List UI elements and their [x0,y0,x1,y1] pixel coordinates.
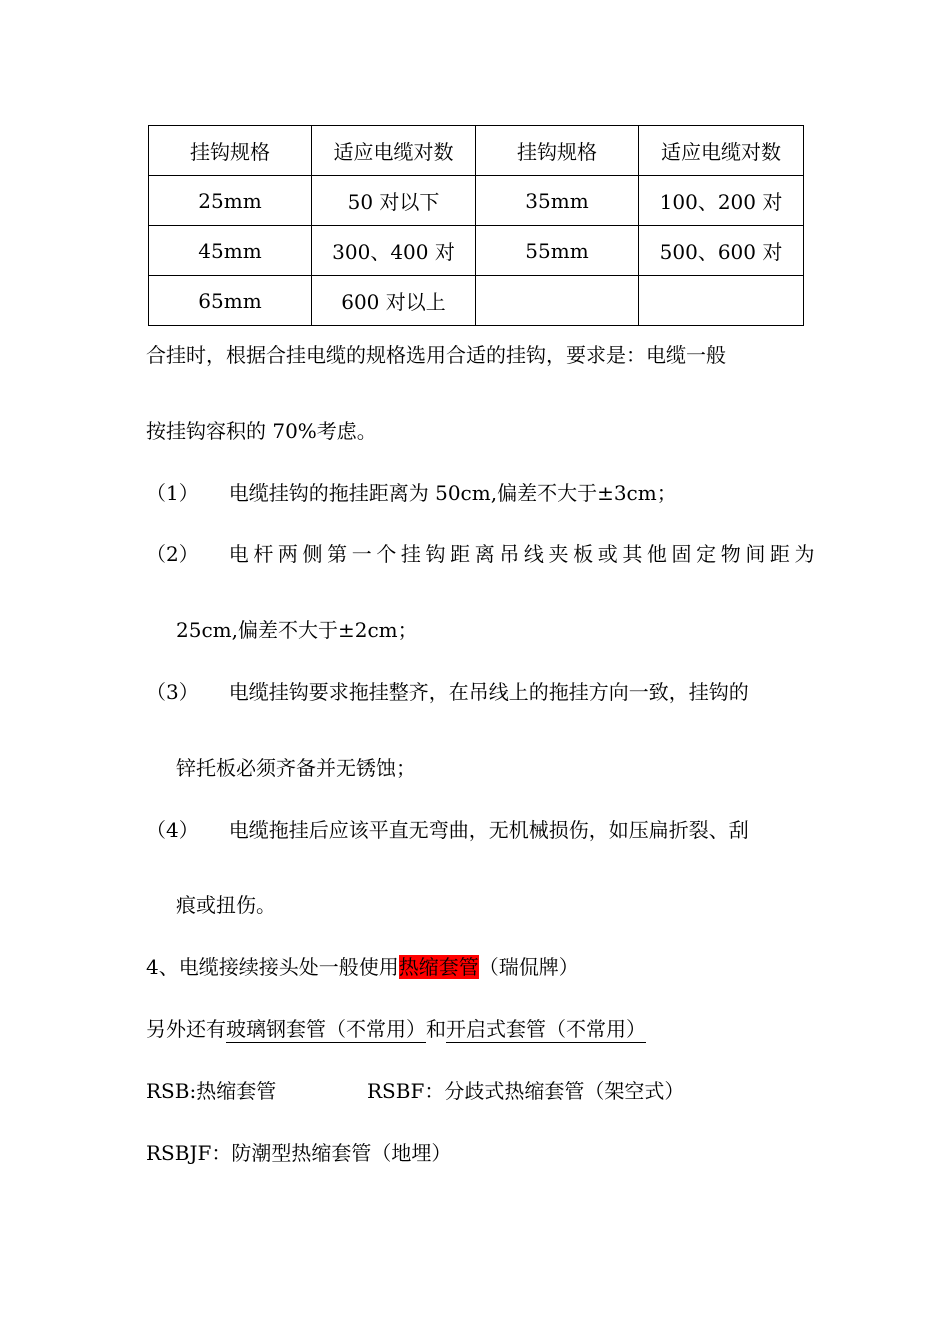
list-item-2 [146,540,820,568]
list-continuation: 25cm,偏差不大于±2cm； [176,618,418,642]
table-cell: 35mm [476,176,639,226]
section-4-heading [146,953,579,981]
table-row [149,176,804,226]
underlined-term: 玻璃钢套管（不常用） [226,1017,426,1041]
list-item-4 [146,816,804,844]
rsbf-definition: RSBF：分歧式热缩套管（架空式） [367,1079,685,1103]
table-cell: 65mm [149,276,312,326]
list-item-3 [146,678,804,706]
list-number: （2） [146,542,199,566]
list-item-1 [146,479,677,507]
section-4-prefix: 4、电缆接续接头处一般使用 [146,955,399,979]
table-header-row [149,126,804,176]
table-cell: 500、600 对 [639,226,804,276]
table-cell: 600 对以上 [312,276,476,326]
paragraph-line: 合挂时，根据合挂电缆的规格选用合适的挂钩，要求是：电缆一般 [146,343,726,367]
table-cell: 300、400 对 [312,226,476,276]
table-cell: 25mm [149,176,312,226]
table-row [149,276,804,326]
list-text: 电缆挂钩的拖挂距离为 50cm,偏差不大于±3cm； [228,481,677,505]
list-text: 电缆拖挂后应该平直无弯曲，无机械损伤，如压扁折裂、刮 [228,818,749,842]
underlined-term: 开启式套管（不常用） [446,1017,646,1041]
other-mid: 和 [426,1017,446,1041]
table-header-cell: 挂钩规格 [476,126,639,176]
list-number: （4） [146,818,199,842]
other-prefix: 另外还有 [146,1017,226,1041]
table-header-cell: 适应电缆对数 [639,126,804,176]
table-row [149,226,804,276]
table-cell [639,276,804,326]
table-cell: 45mm [149,226,312,276]
paragraph-line: 按挂钩容积的 70%考虑。 [146,419,377,443]
section-4-suffix: （瑞侃牌） [478,955,579,979]
list-text: 电缆挂钩要求拖挂整齐，在吊线上的拖挂方向一致，挂钩的 [228,680,749,704]
table-cell: 55mm [476,226,639,276]
table-cell [476,276,639,326]
table-header-cell: 适应电缆对数 [312,126,476,176]
rsb-definition: RSB:热缩套管 [146,1079,277,1103]
list-continuation: 痕或扭伤。 [176,893,276,917]
other-sleeves-line [146,1015,646,1043]
table-cell: 50 对以下 [312,176,476,226]
table-cell: 100、200 对 [639,176,804,226]
list-number: （1） [146,481,199,505]
rsbjf-definition: RSBJF：防潮型热缩套管（地埋） [146,1141,452,1165]
table-header-cell: 挂钩规格 [149,126,312,176]
list-number: （3） [146,680,199,704]
list-text: 电杆两侧第一个挂钩距离吊线夹板或其他固定物间距为 [228,542,820,566]
hook-spec-table [148,125,804,326]
list-continuation: 锌托板必须齐备并无锈蚀； [176,756,416,780]
highlighted-term: 热缩套管 [398,955,479,979]
